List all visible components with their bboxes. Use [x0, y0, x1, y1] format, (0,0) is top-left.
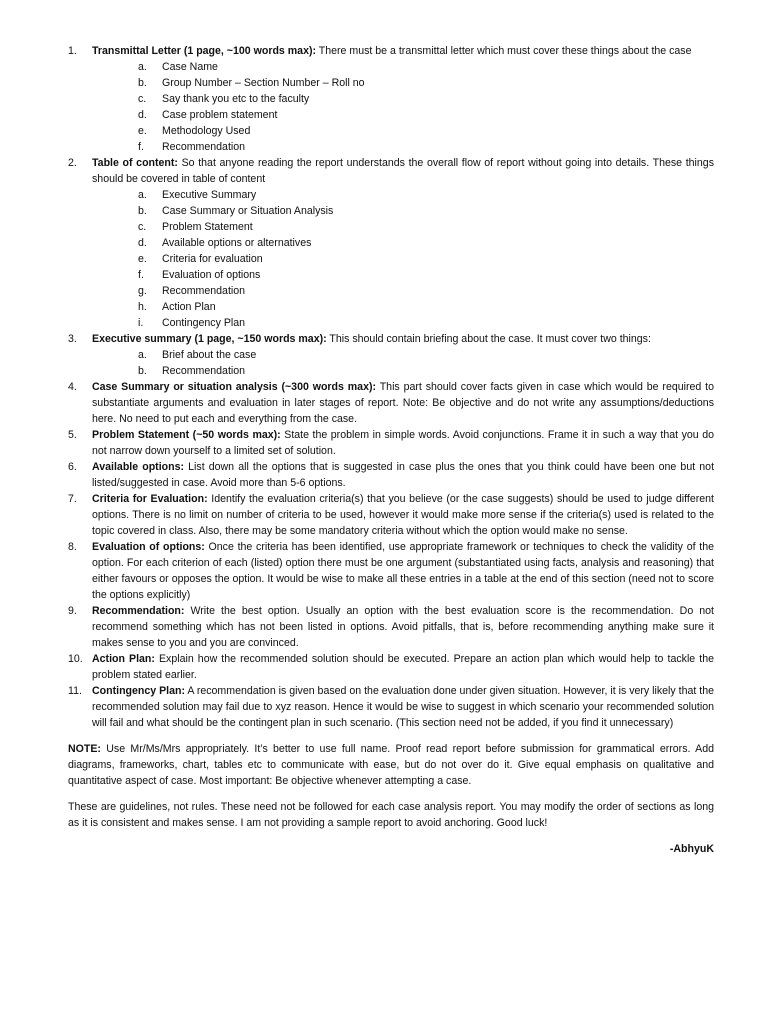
sublist-item-text: Problem Statement: [162, 221, 253, 233]
section-item: [68, 651, 714, 683]
sublist-item: [138, 187, 714, 203]
section-title: Transmittal Letter (1 page, ~100 words max):: [92, 45, 317, 57]
section-text: So that anyone reading the report understands the overall flow of report without going into details. These things should be covered in table of content: [92, 157, 714, 185]
sublist-item-text: Say thank you etc to the faculty: [162, 93, 310, 105]
sublist-item-text: Case Summary or Situation Analysis: [162, 205, 334, 217]
author-signature: -AbhyuK: [669, 843, 714, 855]
sublist-item: [138, 91, 714, 107]
sublist-item: [138, 347, 714, 363]
sublist-item: [138, 139, 714, 155]
sublist-item-letter: c.: [138, 221, 147, 233]
section-sublist: [92, 187, 714, 331]
section-number: 9.: [68, 605, 77, 617]
section-number: 1.: [68, 45, 77, 57]
section-item: [68, 427, 714, 459]
sublist-item-letter: f.: [138, 269, 144, 281]
sublist-item-letter: b.: [138, 365, 147, 377]
sections-list: [68, 43, 714, 731]
section-number: 11.: [68, 685, 82, 697]
section-text: This part should cover facts given in case which would be required to substantiate arguments and evaluation in later stages of report. Note: Be objective and do not write any assumptions/deductions here. No need to put each and everything from the case.: [92, 381, 714, 425]
section-title: Criteria for Evaluation:: [92, 493, 208, 505]
section-text: State the problem in simple words. Avoid conjunctions. Frame it in such a way that you do not narrow down yourself to a limited set of solution.: [92, 429, 715, 457]
note-paragraph: [68, 741, 714, 789]
section-title: Case Summary or situation analysis (~300 words max):: [92, 381, 377, 393]
section-title: Action Plan:: [92, 653, 155, 665]
sublist-item-text: Methodology Used: [162, 125, 251, 137]
sublist-item-text: Case problem statement: [162, 109, 278, 121]
sublist-item-letter: i.: [138, 317, 144, 329]
section-item: [68, 539, 714, 603]
sublist-item: [138, 315, 714, 331]
section-number: 2.: [68, 157, 77, 169]
section-title: Available options:: [92, 461, 185, 473]
section-number: 7.: [68, 493, 77, 505]
sublist-item-letter: c.: [138, 93, 147, 105]
section-sublist: [92, 59, 714, 155]
section-number: 8.: [68, 541, 77, 553]
section-text: Explain how the recommended solution should be executed. Prepare an action plan which would help to tackle the problem stated earlier.: [92, 653, 714, 681]
section-text: List down all the options that is suggested in case plus the ones that you think could have been one but not listed/suggested in case. Avoid more than 5-6 options.: [92, 461, 715, 489]
section-item: [68, 459, 714, 491]
note-text: Use Mr/Ms/Mrs appropriately. It’s better to use full name. Proof read report before submission for grammatical errors. Add diagrams, frameworks, chart, tables etc to communicate with ease, but do not over do it. Give equal emphasis on qualitative and quantitative aspect of case. Most important: Be objective whenever attempting a case.: [68, 743, 714, 787]
section-text: There must be a transmittal letter which must cover these things about the case: [316, 45, 692, 57]
section-title: Recommendation:: [92, 605, 185, 617]
section-text: A recommendation is given based on the evaluation done under given situation. However, it is very likely that the recommended solution may fail due to xyz reason. Hence it would be wise to suggest in which scenario your recommended solution will fail and what should be the contingent plan in such scenario. (This section need not be added, if you find it unnecessary): [92, 685, 715, 729]
sublist-item-letter: b.: [138, 205, 147, 217]
sublist-item: [138, 299, 714, 315]
sublist-item: [138, 251, 714, 267]
section-number: 6.: [68, 461, 77, 473]
sublist-item-text: Executive Summary: [162, 189, 257, 201]
section-text: Write the best option. Usually an option with the best evaluation score is the recommendation. Do not recommend something which has not been listed in options. Avoid pitfalls, that is, before recommending anything make sure it makes sense to you and you are convinced.: [92, 605, 714, 649]
sublist-item-text: Recommendation: [162, 285, 246, 297]
sublist-item-text: Evaluation of options: [162, 269, 261, 281]
section-item: [68, 379, 714, 427]
section-title: Evaluation of options:: [92, 541, 205, 553]
section-item: [68, 331, 714, 379]
sublist-item-letter: f.: [138, 141, 144, 153]
section-title: Problem Statement (~50 words max):: [92, 429, 281, 441]
section-item: [68, 155, 714, 331]
section-text: This should contain briefing about the case. It must cover two things:: [326, 333, 651, 345]
section-number: 5.: [68, 429, 77, 441]
sublist-item-text: Available options or alternatives: [162, 237, 312, 249]
sublist-item: [138, 203, 714, 219]
sublist-item: [138, 363, 714, 379]
sublist-item-text: Brief about the case: [162, 349, 257, 361]
note-label: NOTE:: [68, 743, 101, 755]
section-title: Contingency Plan:: [92, 685, 186, 697]
guidelines-paragraph: These are guidelines, not rules. These need not be followed for each case analysis report. You may modify the order of sections as long as it is consistent and makes sense. I am not providing a sample report to avoid anchoring. Good luck!: [68, 801, 714, 829]
sublist-item-text: Action Plan: [162, 301, 216, 313]
sublist-item: [138, 75, 714, 91]
sublist-item-letter: e.: [138, 125, 147, 137]
section-number: 10.: [68, 653, 83, 665]
sublist-item-letter: e.: [138, 253, 147, 265]
sublist-item: [138, 59, 714, 75]
sublist-item-text: Criteria for evaluation: [162, 253, 263, 265]
sublist-item-text: Recommendation: [162, 365, 246, 377]
section-item: [68, 43, 714, 155]
sublist-item: [138, 219, 714, 235]
sublist-item-letter: h.: [138, 301, 147, 313]
sublist-item-text: Recommendation: [162, 141, 246, 153]
sublist-item-letter: a.: [138, 349, 147, 361]
sublist-item: [138, 283, 714, 299]
sublist-item-text: Group Number – Section Number – Roll no: [162, 77, 365, 89]
sublist-item-letter: g.: [138, 285, 147, 297]
sublist-item-letter: d.: [138, 237, 147, 249]
section-text: Identify the evaluation criteria(s) that you believe (or the case suggests) should be used to judge different options. There is no limit on number of criteria to be used, however it would make more sense if the criteria(s) used is related to the topic covered in class. Also, there may be some mandatory criteria without which the option would make no sense.: [92, 493, 714, 537]
section-text: Once the criteria has been identified, use appropriate framework or techniques to check the validity of the option. For each criterion of each (listed) option there must be one argument (substantiated using facts, analysis and reasoning) that either favours or opposes the option. It would be wise to make all these entries in a table at the end of this section (need not to score the options explicitly): [92, 541, 715, 601]
sublist-item: [138, 107, 714, 123]
section-item: [68, 491, 714, 539]
section-title: Table of content:: [92, 157, 178, 169]
section-number: 3.: [68, 333, 77, 345]
section-number: 4.: [68, 381, 77, 393]
sublist-item: [138, 267, 714, 283]
sublist-item-text: Case Name: [162, 61, 218, 73]
section-item: [68, 603, 714, 651]
sublist-item-letter: a.: [138, 189, 147, 201]
sublist-item: [138, 235, 714, 251]
sublist-item-letter: a.: [138, 61, 147, 73]
sublist-item-letter: d.: [138, 109, 147, 121]
sublist-item-letter: b.: [138, 77, 147, 89]
section-title: Executive summary (1 page, ~150 words max):: [92, 333, 327, 345]
sublist-item: [138, 123, 714, 139]
section-item: [68, 683, 714, 731]
section-sublist: [92, 347, 714, 379]
sublist-item-text: Contingency Plan: [162, 317, 246, 329]
